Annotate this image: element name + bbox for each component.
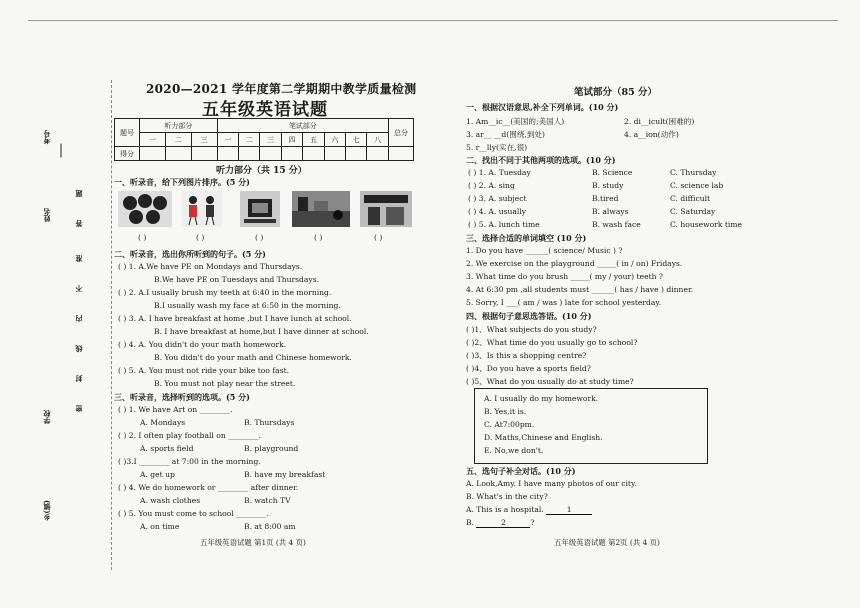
odd-one-out-b: B.tired bbox=[592, 194, 619, 203]
score-col: 三 bbox=[191, 133, 217, 147]
listen-item-a: ( ) 3. A. I have breakfast at home ,but I have lunch at school. bbox=[118, 314, 352, 323]
odd-one-out-c: C. housework time bbox=[670, 220, 743, 229]
match-answer-item: ( )5、What do you usually do at study time? bbox=[466, 377, 634, 386]
listen-choice-b: B. Thursdays bbox=[244, 418, 295, 427]
fill-blank-item: 3. What time do you brush _____( my / your) teeth ? bbox=[466, 272, 663, 281]
odd-one-out-c: C. Thursday bbox=[670, 168, 717, 177]
exam-year-title: 2020—2021 学年度第二学期期中教学质量检测 bbox=[146, 82, 417, 96]
answer-option: E. No,we don't. bbox=[484, 446, 544, 455]
dialogue-line bbox=[466, 505, 592, 515]
listen-choice-a: A. sports field bbox=[140, 444, 194, 453]
fill-blank-item: 5. Sorry, I ___( am / was ) late for school yesterday. bbox=[466, 298, 662, 307]
word-completion-item: 5. r__lly(实在,很) bbox=[466, 143, 528, 152]
listen-item-b: B.We have PE on Tuesdays and Thursdays. bbox=[154, 275, 320, 284]
order-bracket[interactable]: ( ) bbox=[374, 233, 383, 242]
word-completion-item: 4. a__ion(动作) bbox=[624, 130, 679, 139]
dialogue-line bbox=[466, 518, 535, 528]
dialogue-speaker: B. bbox=[466, 518, 474, 527]
odd-one-out-b: B. wash face bbox=[592, 220, 641, 229]
dialogue-tail: ? bbox=[530, 518, 535, 527]
odd-one-out-b: B. study bbox=[592, 181, 624, 190]
match-answer-item: ( )2、What time do you usually go to school? bbox=[466, 338, 638, 347]
score-table bbox=[114, 118, 414, 161]
dialogue-line: A. Look,Amy. I have many photos of our city. bbox=[466, 479, 637, 488]
answer-option: C. At7:00pm. bbox=[484, 420, 535, 429]
seal-char: 内 bbox=[74, 315, 83, 322]
picture-1 bbox=[118, 191, 172, 227]
seal-dashed-line bbox=[111, 80, 112, 570]
order-bracket[interactable]: ( ) bbox=[255, 233, 264, 242]
listen-choice-a: A. Mondays bbox=[140, 418, 186, 427]
listen-choice-b: B. playground bbox=[244, 444, 299, 453]
match-answer-item: ( )3、Is this a shopping centre? bbox=[466, 351, 587, 360]
score-col: 一 bbox=[217, 133, 238, 147]
score-cell[interactable] bbox=[324, 147, 345, 161]
listen-item-a: ( ) 2. A.I usually brush my teeth at 6:40 in the morning. bbox=[118, 288, 332, 297]
score-cell[interactable] bbox=[191, 147, 217, 161]
listen-section-3-title: 三、听录音，选择听到的选项。(5 分) bbox=[114, 392, 250, 402]
listen-item-a: ( ) 1. A.We have PE on Mondays and Thursdays. bbox=[118, 262, 303, 271]
picture-5 bbox=[360, 191, 412, 227]
score-cell[interactable] bbox=[346, 147, 367, 161]
seal-char: 准 bbox=[74, 255, 83, 262]
score-cell[interactable] bbox=[165, 147, 191, 161]
score-cell[interactable] bbox=[239, 147, 260, 161]
odd-one-out-c: C. science lab bbox=[670, 181, 724, 190]
score-col: 五 bbox=[303, 133, 324, 147]
listen-choice-b: B. at 8:00 am bbox=[244, 522, 296, 531]
seal-char: 答 bbox=[74, 220, 83, 227]
score-col: 六 bbox=[324, 133, 345, 147]
match-answer-item: ( )1、What subjects do you study? bbox=[466, 325, 597, 334]
seal-char: 题 bbox=[74, 190, 83, 197]
listen-choice-a: A. on time bbox=[140, 522, 180, 531]
dialogue-text: A. This is a hospital. bbox=[466, 505, 544, 514]
score-cell[interactable] bbox=[140, 147, 166, 161]
listening-header: 听力部分（共 15 分） bbox=[216, 166, 307, 176]
written-section-2-title: 二、找出不同于其他两项的选项。(10 分) bbox=[466, 155, 616, 165]
score-cell[interactable] bbox=[281, 147, 302, 161]
listen-choice-a: A. wash clothes bbox=[140, 496, 201, 505]
page1-footer: 五年级英语试题 第1页 (共 4 页) bbox=[200, 538, 306, 547]
listen-item-a: ( ) 4. A. You didn't do your math homework. bbox=[118, 340, 287, 349]
score-col: 二 bbox=[239, 133, 260, 147]
listen-item-b: B. You didn't do your math and Chinese homework. bbox=[154, 353, 352, 362]
listen-item-b: B.I usually wash my face at 6:50 in the morning. bbox=[154, 301, 341, 310]
dialogue-blank-1[interactable]: 1 bbox=[546, 505, 592, 515]
word-completion-item: 2. di__icult(困难的) bbox=[624, 117, 695, 126]
listen-choice-question: ( ) 4. We do homework or ________ after dinner. bbox=[118, 483, 299, 492]
picture-3 bbox=[240, 191, 280, 227]
fill-blank-item: 2. We exercise on the playground _____( in / on) Fridays. bbox=[466, 259, 683, 268]
listen-item-b: B. You must not play near the street. bbox=[154, 379, 296, 388]
score-group-written: 笔试部分 bbox=[217, 119, 388, 133]
dialogue-line: B. What's in the city? bbox=[466, 492, 548, 501]
written-section-5-title: 五、选句子补全对话。(10 分) bbox=[466, 466, 576, 476]
blank-line bbox=[61, 144, 62, 158]
label-township: 乡(镇) bbox=[42, 500, 51, 521]
score-cell[interactable] bbox=[303, 147, 324, 161]
odd-one-out-item: ( ) 4. A. usually bbox=[468, 207, 527, 216]
order-bracket[interactable]: ( ) bbox=[314, 233, 323, 242]
score-row-label: 得分 bbox=[115, 147, 140, 161]
odd-one-out-b: B. Science bbox=[592, 168, 633, 177]
score-cell[interactable] bbox=[389, 147, 414, 161]
exam-main-title: 五年级英语试题 bbox=[202, 100, 328, 120]
answer-option: B. Yes,it is. bbox=[484, 407, 527, 416]
page2-footer: 五年级英语试题 第2页 (共 4 页) bbox=[554, 538, 660, 547]
written-section-3-title: 三、选择合适的单词填空 (10 分) bbox=[466, 233, 587, 243]
score-cell[interactable] bbox=[367, 147, 389, 161]
written-section-1-title: 一、根据汉语意思,补全下列单词。(10 分) bbox=[466, 102, 619, 112]
listen-choice-question: ( ) 1. We have Art on ________. bbox=[118, 405, 233, 414]
picture-4 bbox=[292, 191, 350, 227]
score-col: 八 bbox=[367, 133, 389, 147]
listen-choice-b: B. have my breakfast bbox=[244, 470, 326, 479]
score-row-label: 题号 bbox=[115, 119, 140, 147]
score-cell[interactable] bbox=[260, 147, 281, 161]
answer-option: D. Maths,Chinese and English. bbox=[484, 433, 603, 442]
odd-one-out-item: ( ) 2. A. sing bbox=[468, 181, 515, 190]
answer-option: A. I usually do my homework. bbox=[484, 394, 599, 403]
children-icon bbox=[182, 191, 222, 227]
odd-one-out-item: ( ) 1. A. Tuesday bbox=[468, 168, 531, 177]
word-completion-item: 3. ar__ __d(围绕,到处) bbox=[466, 130, 545, 139]
written-section-4-title: 四、根据句子意思选答语。(10 分) bbox=[466, 311, 592, 321]
listen-choice-a: A. get up bbox=[140, 470, 175, 479]
label-name: 姓名 bbox=[42, 208, 51, 222]
listen-choice-b: B. watch TV bbox=[244, 496, 291, 505]
listen-item-b: B. I have breakfast at home,but I have dinner at school. bbox=[154, 327, 369, 336]
odd-one-out-b: B. always bbox=[592, 207, 629, 216]
score-col: 三 bbox=[260, 133, 281, 147]
odd-one-out-c: C. Saturday bbox=[670, 207, 716, 216]
order-bracket[interactable]: ( ) bbox=[138, 233, 147, 242]
odd-one-out-item: ( ) 3. A. subject bbox=[468, 194, 527, 203]
odd-one-out-c: C. difficult bbox=[670, 194, 711, 203]
score-total-label: 总分 bbox=[389, 119, 414, 147]
word-completion-item: 1. Am__ic__(美国的;美国人) bbox=[466, 117, 565, 126]
binding-strip bbox=[38, 60, 108, 580]
listen-choice-question: ( ) 5. You must come to school ________. bbox=[118, 509, 269, 518]
score-col: 七 bbox=[346, 133, 367, 147]
seal-char: 不 bbox=[74, 285, 83, 292]
listen-choice-question: ( ) 2. I often play football on ________. bbox=[118, 431, 261, 440]
written-header: 笔试部分（85 分） bbox=[574, 87, 658, 98]
listen-choice-question: ( )3.I ________ at 7:00 in the morning. bbox=[118, 457, 261, 466]
odd-one-out-item: ( ) 5. A. lunch time bbox=[468, 220, 540, 229]
picture-2 bbox=[182, 191, 222, 227]
score-col: 四 bbox=[281, 133, 302, 147]
fill-blank-item: 1. Do you have ______( science/ Music ) ? bbox=[466, 246, 623, 255]
order-bracket[interactable]: ( ) bbox=[196, 233, 205, 242]
street-scene-icon bbox=[292, 191, 350, 227]
match-answer-item: ( )4、Do you have a sports field? bbox=[466, 364, 591, 373]
tv-icon bbox=[240, 191, 280, 227]
kitchen-icon bbox=[360, 191, 412, 227]
seal-char: 封 bbox=[74, 375, 83, 382]
dialogue-blank-2[interactable]: 2 bbox=[476, 518, 530, 528]
listen-item-a: ( ) 5. A. You must not ride your bike too fast. bbox=[118, 366, 290, 375]
score-col: 一 bbox=[140, 133, 166, 147]
listen-section-2-title: 二、听录音，选出你所听到的句子。(5 分) bbox=[114, 249, 266, 259]
score-cell[interactable] bbox=[217, 147, 238, 161]
label-exam-number: 考号 bbox=[42, 130, 51, 144]
score-group-listen: 听力部分 bbox=[140, 119, 218, 133]
score-col: 二 bbox=[165, 133, 191, 147]
group-people-icon bbox=[118, 191, 172, 227]
fill-blank-item: 4. At 6:30 pm ,all students must ______( has / have ) dinner. bbox=[466, 285, 694, 294]
seal-char: 线 bbox=[74, 345, 83, 352]
seal-char: 密 bbox=[74, 405, 83, 412]
top-edge-line bbox=[28, 20, 838, 21]
label-school: 学校 bbox=[42, 410, 51, 424]
listen-section-1-title: 一、听录音，给下列图片排序。(5 分) bbox=[114, 177, 250, 187]
